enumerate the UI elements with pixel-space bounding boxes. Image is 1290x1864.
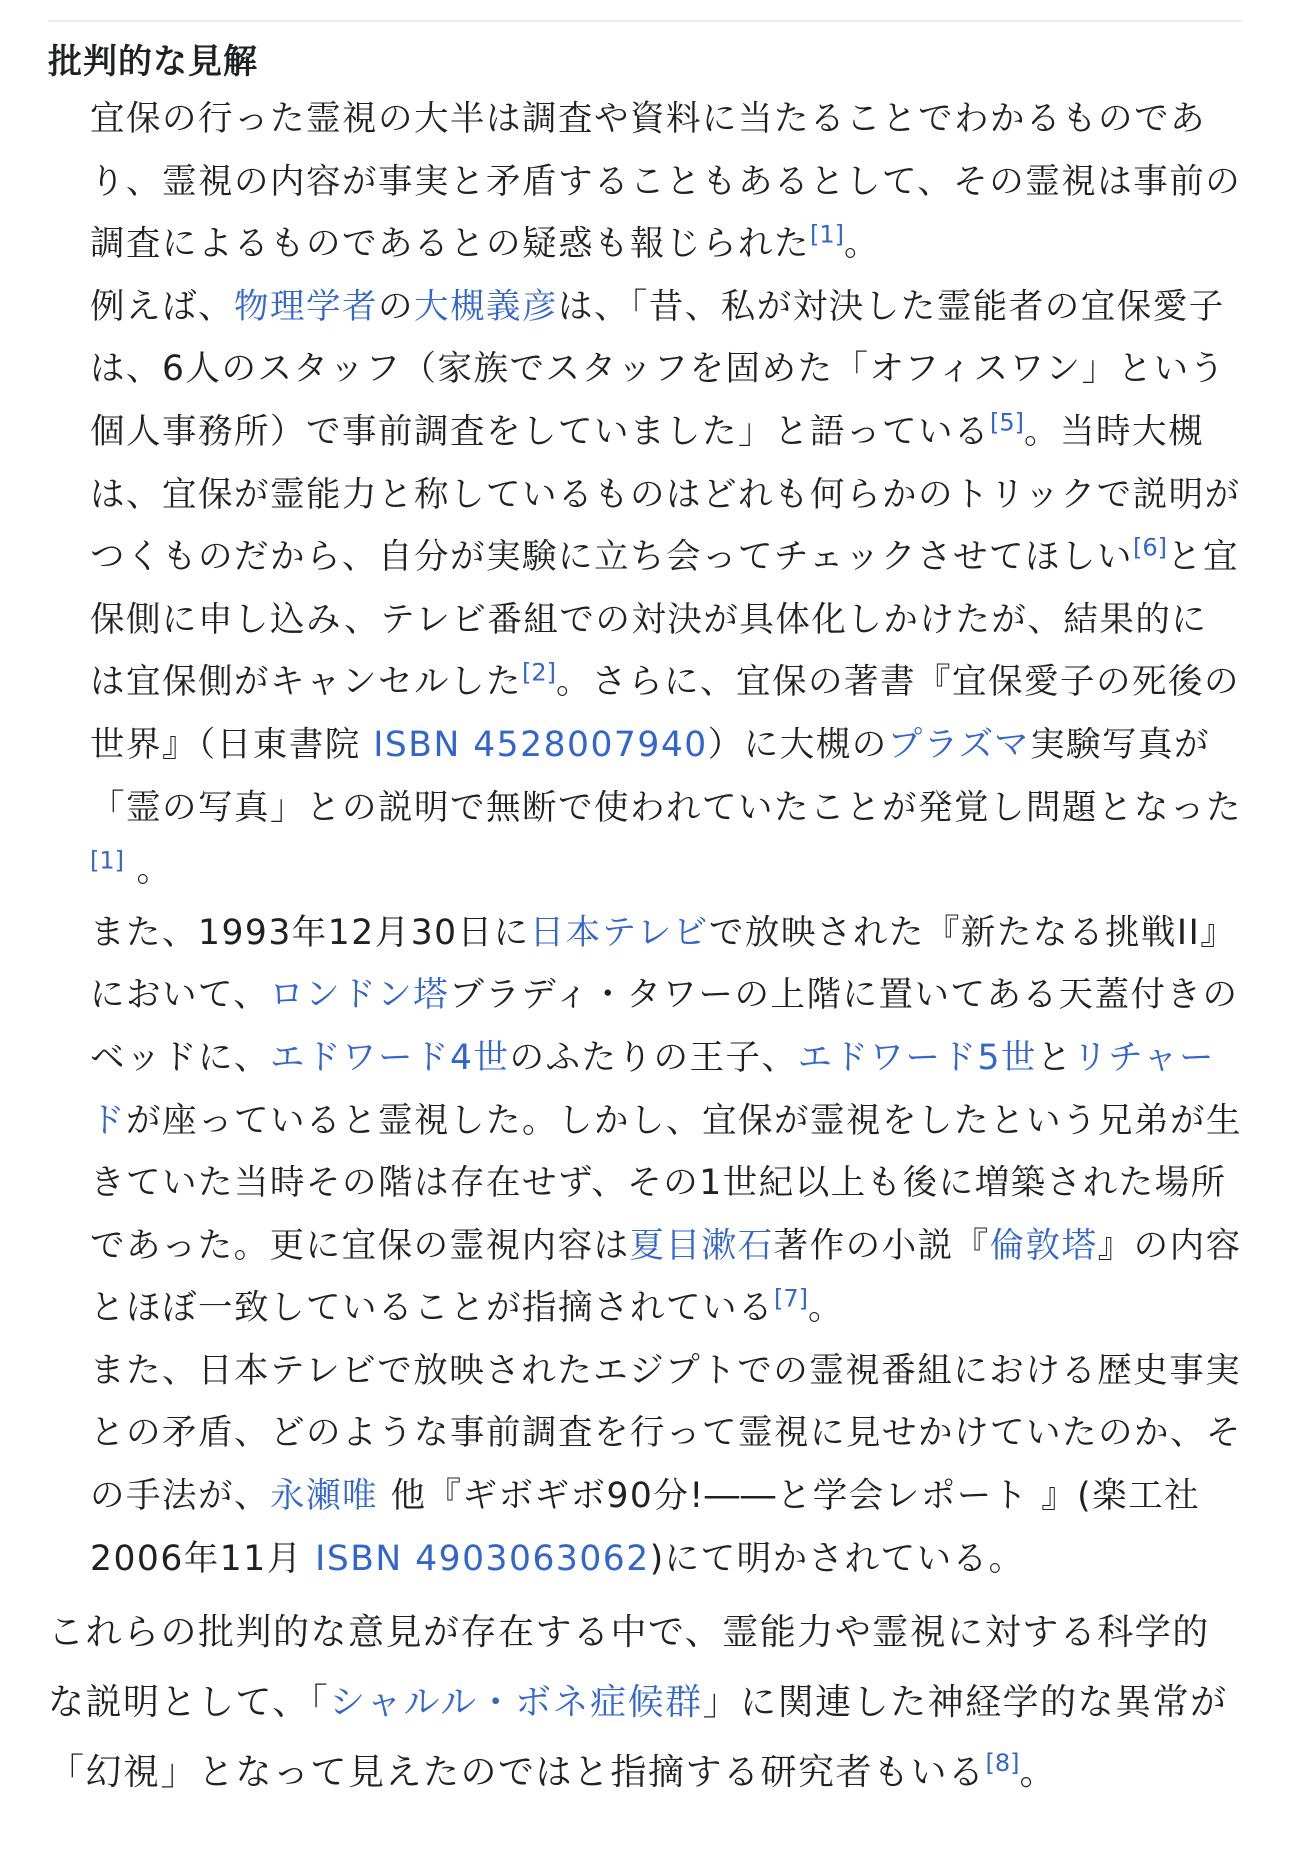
text: 著作の小説『 <box>773 1225 990 1266</box>
reference-1[interactable] <box>810 221 844 249</box>
link-edward-v[interactable]: エドワード5世 <box>797 1037 1037 1078</box>
paragraph-5 <box>48 1598 1242 1808</box>
paragraph-4 <box>90 1340 1242 1590</box>
indented-block <box>90 88 1242 1590</box>
reference-2[interactable] <box>522 659 556 687</box>
reference-8[interactable] <box>986 1749 1020 1777</box>
text: 」に関連した神経学的な異常が「幻視」となって見えたのではと指摘する研究者もいる <box>48 1682 1228 1794</box>
section-divider <box>48 20 1242 22</box>
text: は、「昔、私が対決した霊能者の宜保愛子は、6人のスタッフ（家族でスタッフを固めた「オフィスワン」という個人事務所）で事前調査をしていました」と語っている <box>90 286 1226 452</box>
text: のふたりの王子、 <box>509 1037 798 1078</box>
link-plasma[interactable]: プラズマ <box>887 724 1031 765</box>
text: と <box>1036 1037 1073 1078</box>
isbn-link-2[interactable]: ISBN 4903063062 <box>315 1538 650 1579</box>
reference-link[interactable]: [1] <box>810 220 844 249</box>
text: ブラディ・タワーの上階に置いてある天蓋付きのベッドに、 <box>90 975 1239 1078</box>
reference-link[interactable]: [8] <box>985 1749 1020 1778</box>
text: 宜保の行った霊視の大半は調査や資料に当たることでわかるものであり、霊視の内容が事実と矛盾することもあるとして、その霊視は事前の調査によるものであるとの疑惑も報じられた <box>90 99 1242 265</box>
link-natsume-soseki[interactable]: 夏目漱石 <box>629 1225 774 1266</box>
text: 例えば、 <box>90 286 234 327</box>
reference-link[interactable]: [2] <box>522 658 556 687</box>
critical-views-section <box>48 36 1242 1808</box>
link-otsuki-yoshihiko[interactable]: 大槻義彦 <box>414 286 558 327</box>
reference-6[interactable] <box>1133 534 1167 562</box>
text: と宜保側に申し込み、テレビ番組での対決が具体化しかけたが、結果的には宜保側がキャンセルした <box>90 537 1239 703</box>
link-edward-iv[interactable]: エドワード4世 <box>270 1037 510 1078</box>
reference-link[interactable]: [6] <box>1132 533 1167 562</box>
paragraph-1 <box>90 88 1242 276</box>
text: これらの批判的な意見が存在する中で、霊能力や霊視に対する科学的な説明として、「 <box>48 1612 1210 1724</box>
link-richard[interactable]: リチャード <box>90 1037 1216 1141</box>
reference-link[interactable]: [7] <box>774 1284 808 1313</box>
reference-5[interactable] <box>990 408 1024 436</box>
link-london-tower-novel[interactable]: 倫敦塔 <box>989 1225 1098 1266</box>
link-tower-of-london[interactable]: ロンドン塔 <box>269 975 450 1016</box>
isbn-link-1[interactable]: ISBN 4528007940 <box>373 724 708 765</box>
text: 他『ギボギボ90分!――と学会レポート 』(楽工社 2006年11月 <box>90 1476 1201 1579</box>
text: また、日本テレビで放映されたエジプトでの霊視番組における歴史事実との矛盾、どのような事前調査を行って霊視に見せかけていたのか、その手法が、 <box>90 1350 1242 1517</box>
text: 。 <box>124 850 173 891</box>
text: 』の内容とほぼ一致していることが指摘されている <box>90 1225 1242 1329</box>
text: ）に大槻の <box>707 724 888 765</box>
text: 。 <box>808 1288 844 1329</box>
text: また、1993年12月30日に <box>90 912 530 953</box>
link-physicist[interactable]: 物理学者 <box>234 286 378 327</box>
text: 。さらに、宜保の著書『宜保愛子の死後の世界』（日東書院 <box>90 662 1240 765</box>
text: 実験写真が「霊の写真」との説明で無断で使われていたことが発覚し問題となった <box>90 724 1242 828</box>
reference-1b[interactable] <box>90 847 124 875</box>
section-heading: 批判的な見解 <box>48 42 258 82</box>
link-nippon-tv[interactable]: 日本テレビ <box>529 912 709 953</box>
reference-link[interactable]: [1] <box>90 846 124 875</box>
text: が座っていると霊視した。しかし、宜保が霊視をしたという兄弟が生きていた当時その階は存在せず、その1世紀以上も後に増築された場所であった。更に宜保の霊視内容は <box>90 1100 1242 1266</box>
reference-7[interactable] <box>774 1285 808 1313</box>
link-nagase-yui[interactable]: 永瀬唯 <box>270 1476 378 1517</box>
text: 。 <box>844 224 880 265</box>
paragraph-2 <box>90 276 1242 902</box>
text: で放映された『新たなる挑戦II』において、 <box>90 912 1237 1016</box>
paragraph-3 <box>90 902 1242 1340</box>
text: 。 <box>1019 1752 1058 1794</box>
reference-link[interactable]: [5] <box>990 408 1024 437</box>
text: )にて明かされている。 <box>649 1538 1025 1579</box>
text: 。当時大槻は、宜保が霊能力と称しているものはどれも何らかのトリックで説明がつくものだから、自分が実験に立ち会ってチェックさせてほしい <box>90 411 1241 578</box>
link-charles-bonnet-syndrome[interactable]: シャルル・ボネ症候群 <box>329 1682 703 1724</box>
text: の <box>378 286 414 327</box>
